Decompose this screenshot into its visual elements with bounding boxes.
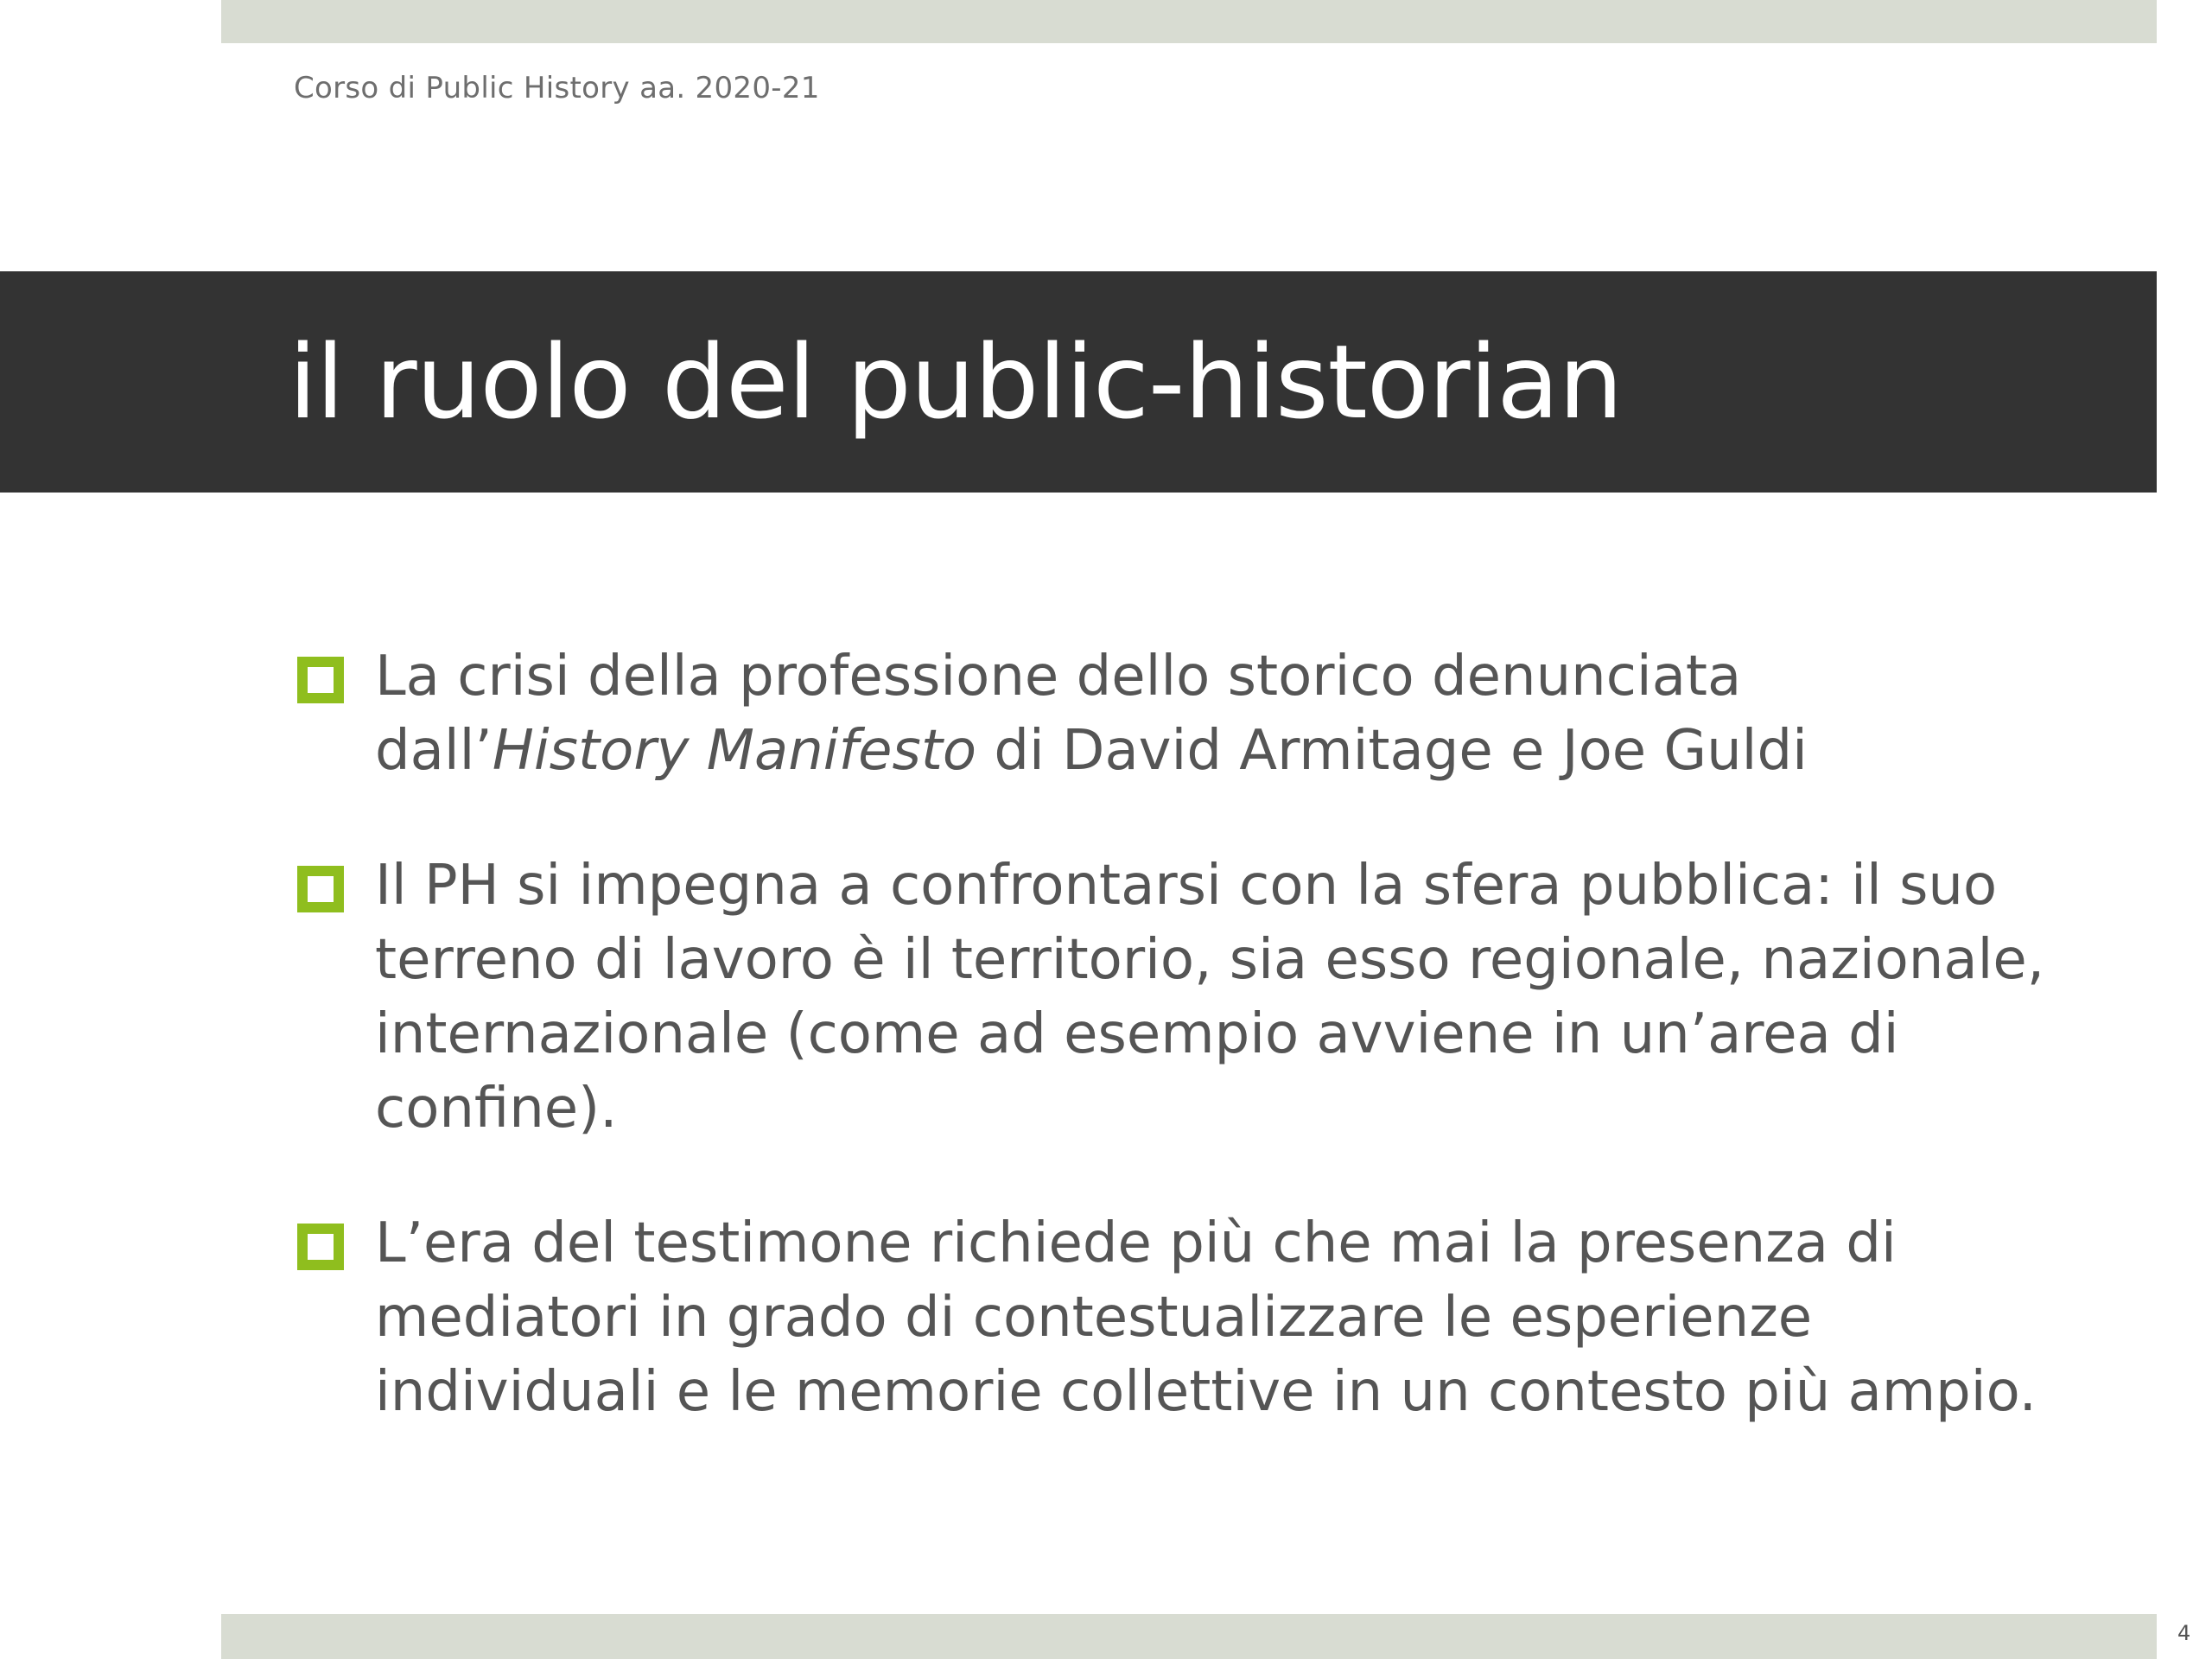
bullet-list [294, 639, 2056, 1490]
bullet-item-3 [294, 1206, 2056, 1429]
top-decor-bar [221, 0, 2157, 43]
bullet-2-text: Il PH si impegna a confrontarsi con la sfera pubblica: il suo terreno di lavoro è il territorio, sia esso regionale, nazionale, internazionale (come ad esempio avviene in un’area di confine). [375, 854, 2045, 1141]
bullet-1-suffix: di David Armitage e Joe Guldi [976, 719, 1808, 783]
slide-title: il ruolo del public-historian [289, 322, 1623, 442]
course-header: Corso di Public History aa. 2020-21 [294, 71, 820, 105]
bottom-decor-bar [221, 1614, 2157, 1659]
square-bullet-icon [297, 657, 344, 703]
bullet-3-text: L’era del testimone richiede più che mai la presenza di mediatori in grado di contestualizzare le esperienze individuali e le memorie collettive in un contesto più ampio. [375, 1211, 2037, 1424]
square-bullet-icon [297, 1224, 344, 1270]
square-bullet-icon [297, 866, 344, 912]
bullet-item-2 [294, 849, 2056, 1146]
page-number: 4 [2177, 1621, 2191, 1645]
bullet-1-prefix: La crisi della professione dello storico denunciata dall’ [375, 645, 1742, 783]
bullet-item-1 [294, 639, 2056, 788]
bullet-1-italic-title: History Manifesto [492, 719, 977, 783]
